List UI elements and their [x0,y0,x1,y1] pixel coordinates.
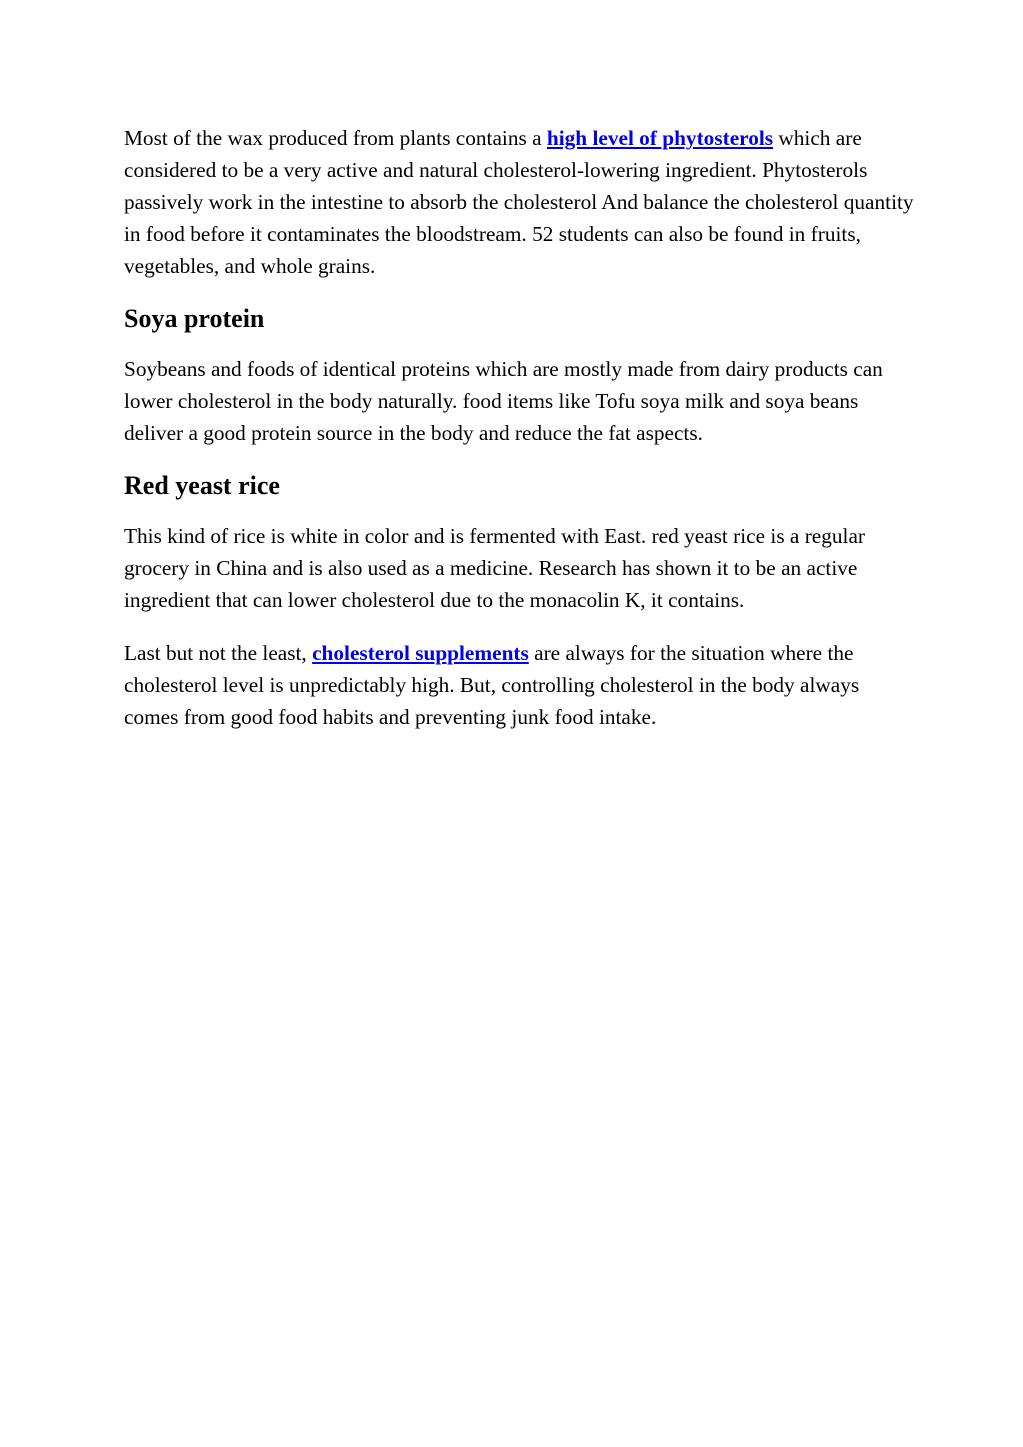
paragraph-red-yeast-rice: This kind of rice is white in color and is fermented with East. red yeast rice is a regular grocery in China and is also used as a medicine. Research has shown it to be an active ingredient that can lower cholesterol due to the monacolin K, it contains. [124,524,866,612]
paragraph-text: Most of the wax produced from plants contains a [124,126,547,150]
document-page [124,122,914,733]
paragraph-text: which are considered to be a very active and natural cholesterol-lowering ingredient. Phytosterols passively work in the intestine to absorb the cholesterol And balance the cholesterol quantity in food before it contaminates the bloodstream. 52 students can also be found in fruits, vegetables, and whole grains. [124,126,914,278]
cholesterol-supplements-link[interactable]: cholesterol supplements [312,641,529,665]
paragraph-text: Last but not the least, [124,641,313,665]
heading-soya-protein: Soya protein [124,304,265,333]
paragraph-soya-protein: Soybeans and foods of identical proteins which are mostly made from dairy products can lower cholesterol in the body naturally. food items like Tofu soya milk and soya beans deliver a good protein source in the body and reduce the fat aspects. [124,357,883,445]
heading-red-yeast-rice: Red yeast rice [124,471,280,500]
paragraph-text: are always for the situation where the cholesterol level is unpredictably high. But, controlling cholesterol in the body always comes from good food habits and preventing junk food intake. [124,641,860,729]
paragraph-conclusion [124,637,914,733]
phytosterols-link[interactable]: high level of phytosterols [546,126,774,150]
paragraph-phytosterols [124,122,914,282]
